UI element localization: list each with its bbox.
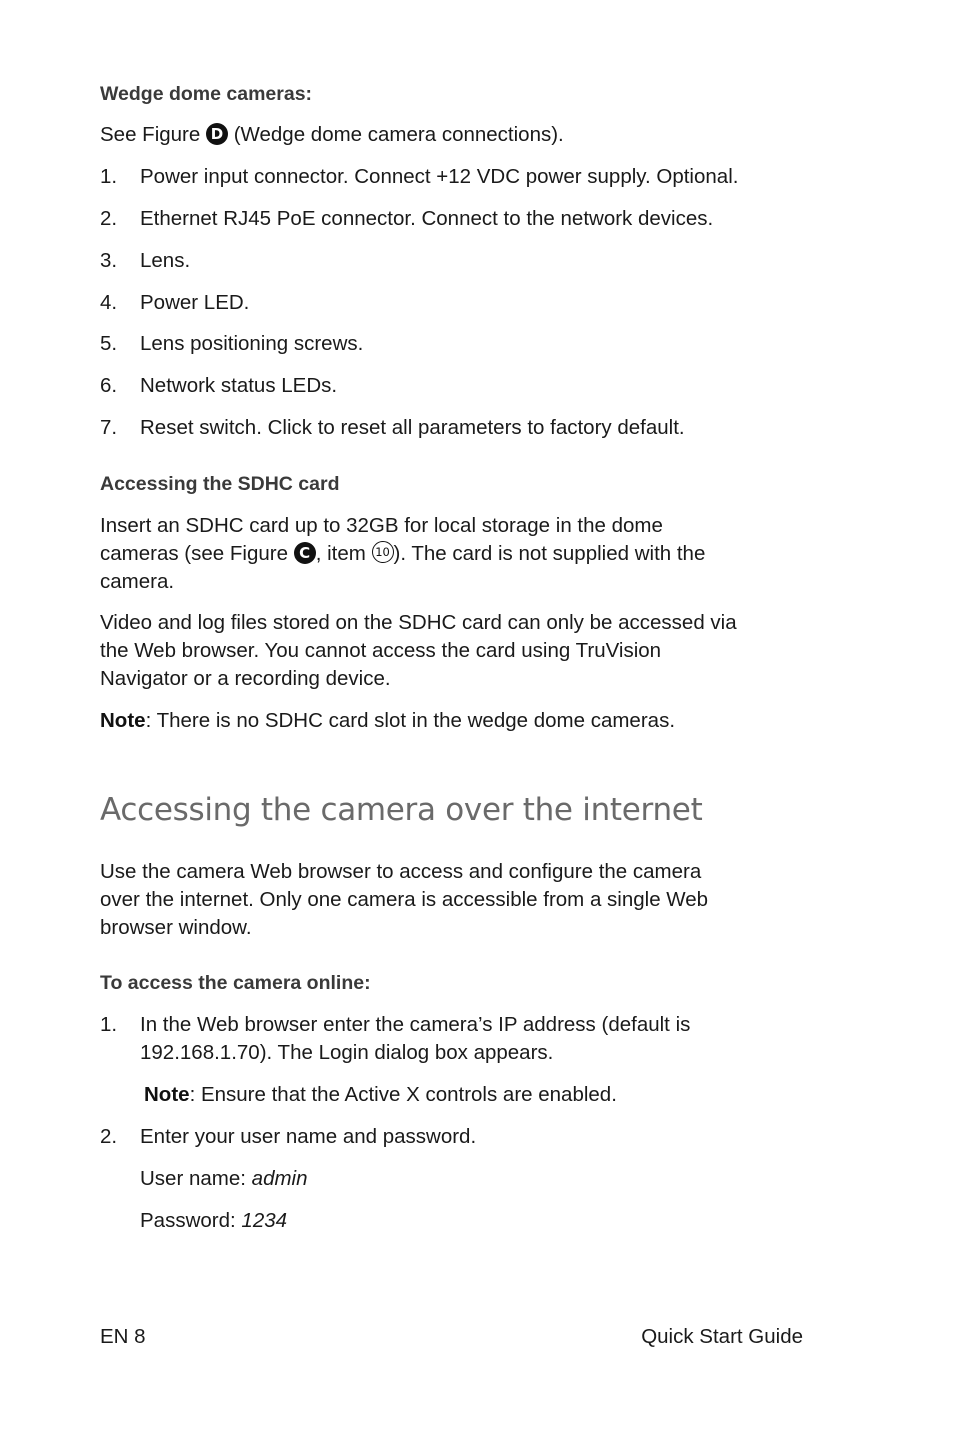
list-text: Lens. xyxy=(140,249,191,272)
footer-document-title: Quick Start Guide xyxy=(641,1325,803,1348)
list-text: Reset switch. Click to reset all parameters to factory default. xyxy=(140,416,685,439)
list-number: 7. xyxy=(100,416,118,439)
procedure-heading: To access the camera online: xyxy=(100,972,371,994)
paragraph-line: In the Web browser enter the camera’s IP address (default is xyxy=(140,1013,691,1036)
user-name-value: admin xyxy=(251,1167,308,1190)
paragraph-line: Insert an SDHC card up to 32GB for local storage in the dome xyxy=(100,514,663,537)
list-item xyxy=(100,289,250,317)
paragraph-line: browser window. xyxy=(100,916,252,939)
see-figure-suffix: (Wedge dome camera connections). xyxy=(233,123,564,146)
sdhc-heading: Accessing the SDHC card xyxy=(100,473,340,495)
text-segment: cameras (see Figure xyxy=(100,542,288,565)
user-name-line xyxy=(140,1165,308,1193)
paragraph-line: Navigator or a recording device. xyxy=(100,667,391,690)
sdhc-paragraph-2 xyxy=(100,609,805,693)
note-label: Note xyxy=(100,709,146,732)
item-number-marker: 10 xyxy=(372,541,394,563)
figure-d-marker: D xyxy=(206,123,228,145)
list-number: 4. xyxy=(100,291,118,314)
footer-page-number: EN 8 xyxy=(100,1325,146,1348)
sdhc-paragraph-1 xyxy=(100,512,805,596)
paragraph-line: camera. xyxy=(100,570,175,593)
step-1-text xyxy=(140,1011,800,1067)
list-text: Network status LEDs. xyxy=(140,374,338,397)
paragraph-line: over the internet. Only one camera is accessible from a single Web xyxy=(100,888,709,911)
list-text: Power input connector. Connect +12 VDC power supply. Optional. xyxy=(140,165,739,188)
paragraph-line: Use the camera Web browser to access and configure the camera xyxy=(100,860,702,883)
paragraph-line: Video and log files stored on the SDHC card can only be accessed via xyxy=(100,611,737,634)
list-item xyxy=(100,330,364,358)
see-figure-prefix: See Figure xyxy=(100,123,201,146)
step-number: 2. xyxy=(100,1125,118,1148)
paragraph-line: the Web browser. You cannot access the card using TruVision xyxy=(100,639,662,662)
list-number: 6. xyxy=(100,374,118,397)
step-1-note xyxy=(144,1081,617,1109)
list-text: Lens positioning screws. xyxy=(140,332,364,355)
sdhc-note xyxy=(100,707,675,735)
user-name-label: User name: xyxy=(140,1167,246,1190)
note-text: : There is no SDHC card slot in the wedge dome cameras. xyxy=(145,709,676,732)
list-item xyxy=(100,163,739,191)
note-label: Note xyxy=(144,1083,190,1106)
list-text: Power LED. xyxy=(140,291,250,314)
step-number: 1. xyxy=(100,1013,118,1036)
password-label: Password: xyxy=(140,1209,236,1232)
list-number: 2. xyxy=(100,207,118,230)
figure-c-marker: C xyxy=(294,542,316,564)
section-title: Accessing the camera over the internet xyxy=(100,792,703,828)
note-text: : Ensure that the Active X controls are enabled. xyxy=(189,1083,617,1106)
see-figure-line xyxy=(100,121,564,149)
password-line xyxy=(140,1207,287,1235)
internet-intro-paragraph xyxy=(100,858,805,942)
list-item xyxy=(100,205,714,233)
wedge-heading: Wedge dome cameras: xyxy=(100,83,313,105)
list-item xyxy=(100,414,685,442)
list-number: 5. xyxy=(100,332,118,355)
text-segment: , item xyxy=(315,542,366,565)
list-number: 3. xyxy=(100,249,118,272)
list-item xyxy=(100,372,338,400)
step-2-text: Enter your user name and password. xyxy=(140,1125,477,1148)
password-value: 1234 xyxy=(241,1209,288,1232)
list-text: Ethernet RJ45 PoE connector. Connect to the network devices. xyxy=(140,207,714,230)
list-number: 1. xyxy=(100,165,118,188)
text-segment: ). The card is not supplied with the xyxy=(393,542,706,565)
paragraph-line xyxy=(100,540,805,568)
list-item xyxy=(100,247,191,275)
paragraph-line: 192.168.1.70). The Login dialog box appears. xyxy=(140,1041,554,1064)
